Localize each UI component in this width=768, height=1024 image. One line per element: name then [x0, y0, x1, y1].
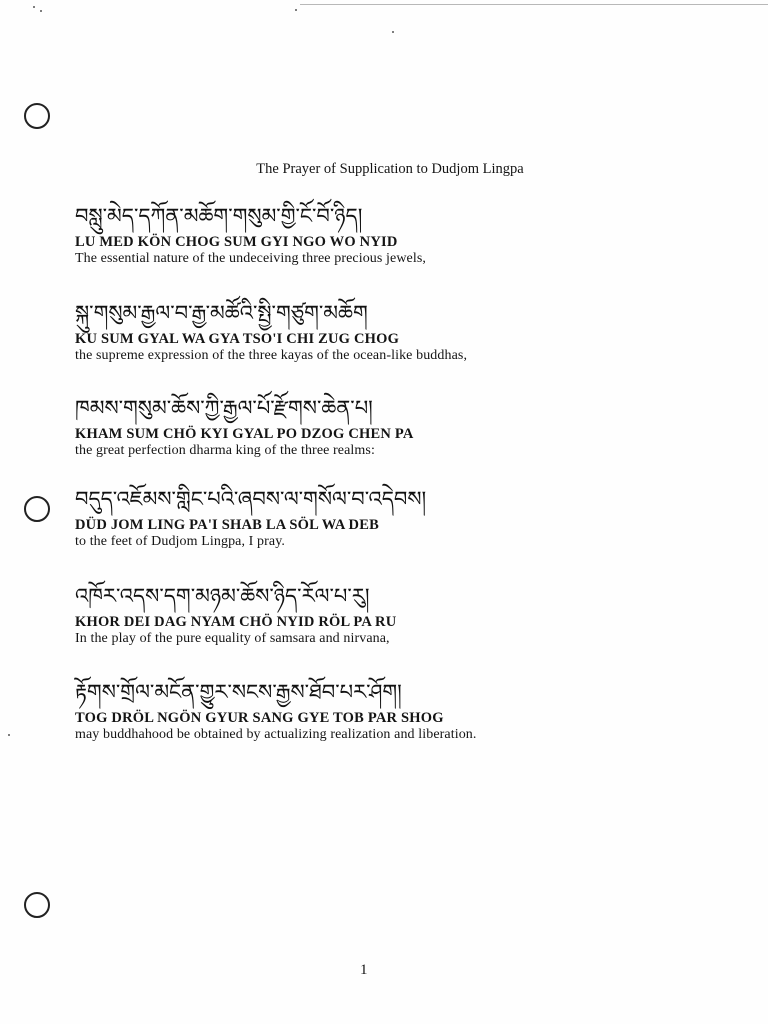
english-line: The essential nature of the undeceiving three precious jewels,: [75, 251, 427, 266]
english-line: In the play of the pure equality of samsara and nirvana,: [75, 631, 390, 646]
transliteration-line: KU SUM GYAL WA GYA TSO'I CHI ZUG CHOG: [75, 331, 400, 347]
page-number: 1: [360, 962, 368, 978]
transliteration-line: LU MED KÖN CHOG SUM GYI NGO WO NYID: [75, 234, 398, 250]
tibetan-line: བསླུ་མེད་དཀོན་མཆོག་གསུམ་གྱི་ངོ་བོ་ཉིད།: [75, 204, 363, 228]
punch-hole-middle: [24, 496, 50, 522]
scan-speck: [8, 734, 10, 736]
verse-3: [75, 394, 715, 459]
transliteration-line: DÜD JOM LING PA'I SHAB LA SÖL WA DEB: [75, 517, 379, 533]
verse-2: [75, 299, 715, 364]
transliteration-line: KHOR DEI DAG NYAM CHÖ NYID RÖL PA RU: [75, 614, 397, 630]
tibetan-line: བདུད་འཇོམས་གླིང་པའི་ཞབས་ལ་གསོལ་བ་འདེབས།: [75, 487, 427, 511]
scan-speck: [295, 9, 297, 11]
verse-6: [75, 678, 715, 743]
punch-hole-bottom: [24, 892, 50, 918]
page-top-edge: [300, 4, 768, 5]
english-line: the great perfection dharma king of the three realms:: [75, 443, 375, 458]
tibetan-line: ཁམས་གསུམ་ཆོས་ཀྱི་རྒྱལ་པོ་རྫོགས་ཆེན་པ།: [75, 396, 373, 420]
scan-speck: [40, 10, 42, 12]
punch-hole-top: [24, 103, 50, 129]
scan-speck: [33, 6, 35, 8]
verse-4: [75, 485, 715, 550]
tibetan-line: རྟོགས་གྲོལ་མངོན་གྱུར་སངས་རྒྱས་ཐོབ་པར་ཤོག།: [75, 680, 402, 704]
tibetan-line: འཁོར་འདས་དག་མཉམ་ཆོས་ཉིད་རོལ་པ་རུ།: [75, 584, 370, 608]
english-line: may buddhahood be obtained by actualizing realization and liberation.: [75, 727, 477, 742]
verse-1: [75, 202, 715, 267]
english-line: to the feet of Dudjom Lingpa, I pray.: [75, 534, 286, 549]
verse-5: [75, 582, 715, 647]
english-line: the supreme expression of the three kayas of the ocean-like buddhas,: [75, 348, 468, 363]
transliteration-line: KHAM SUM CHÖ KYI GYAL PO DZOG CHEN PA: [75, 426, 414, 442]
scan-speck: [392, 31, 394, 33]
transliteration-line: TOG DRÖL NGÖN GYUR SANG GYE TOB PAR SHOG: [75, 710, 444, 726]
document-title: The Prayer of Supplication to Dudjom Lingpa: [256, 161, 524, 177]
tibetan-line: སྐུ་གསུམ་རྒྱལ་བ་རྒྱ་མཚོའི་སྤྱི་གཙུག་མཆོག: [75, 301, 368, 325]
